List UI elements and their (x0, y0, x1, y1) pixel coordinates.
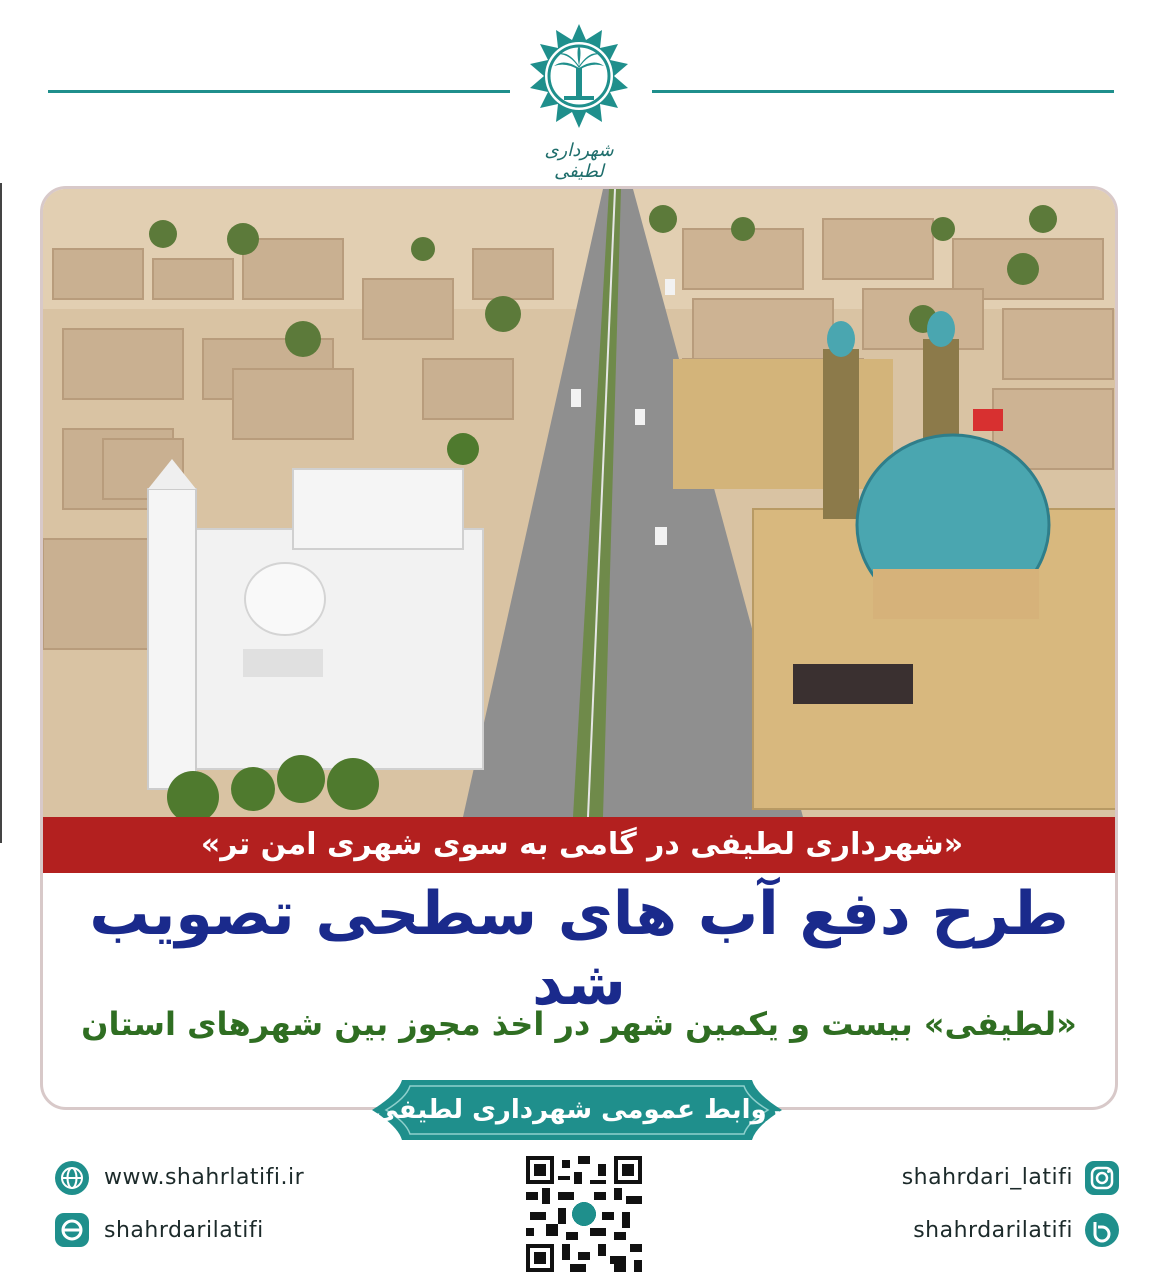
qr-code (526, 1156, 642, 1272)
eitaa-handle[interactable]: shahrdarilatifi (104, 1218, 264, 1243)
headline: طرح دفع آب های سطحی تصویب شد (89, 879, 1069, 1019)
website-link[interactable]: www.shahrlatifi.ir (104, 1165, 305, 1190)
bale-icon (1084, 1212, 1120, 1248)
bale-handle[interactable]: shahrdarilatifi (913, 1218, 1073, 1243)
instagram-icon (1084, 1160, 1120, 1196)
logo-caption: شهرداری لطیفی (544, 140, 614, 182)
palm-tree-emblem-icon (524, 22, 634, 132)
globe-icon (54, 1160, 90, 1196)
municipality-logo (524, 22, 634, 182)
header-line-right (652, 90, 1114, 93)
news-card (40, 186, 1118, 1110)
subheadline: «لطیفی» بیست و یکمین شهر در اخذ مجوز بین شهرهای استان (81, 1005, 1077, 1043)
aerial-city-photo (43, 189, 1118, 817)
left-edge-line (0, 183, 2, 843)
header-line-left (48, 90, 510, 93)
public-relations-label: روابط عمومی شهرداری لطیفی (372, 1095, 782, 1125)
instagram-handle[interactable]: shahrdari_latifi (901, 1165, 1073, 1190)
eitaa-icon (54, 1212, 90, 1248)
campaign-banner: «شهرداری لطیفی در گامی به سوی شهری امن تر» (43, 817, 1118, 873)
